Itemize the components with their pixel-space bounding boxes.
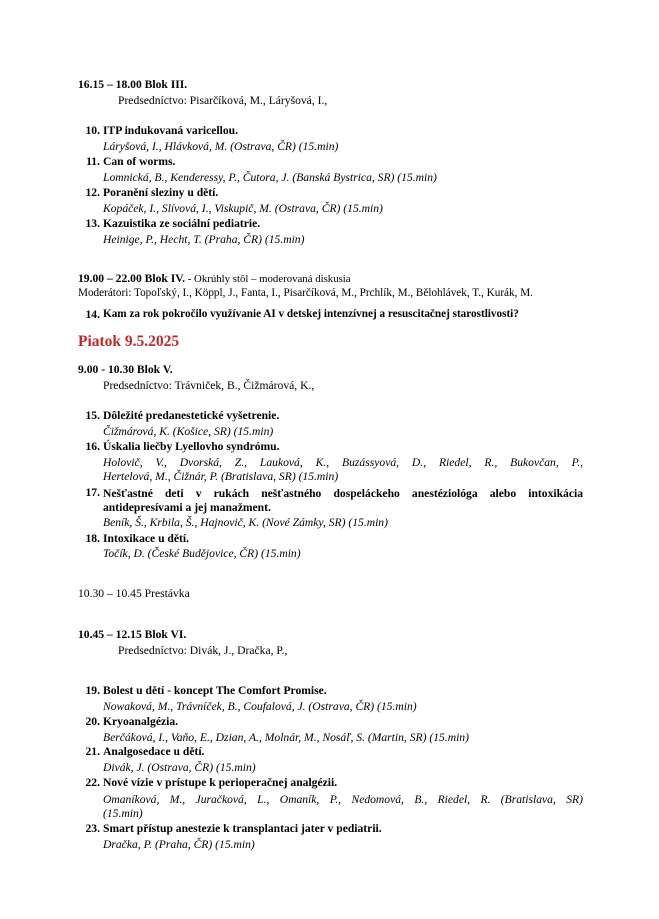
item-number: 13. bbox=[85, 217, 100, 230]
item-number: 22. bbox=[85, 776, 100, 789]
item-number: 15. bbox=[85, 409, 100, 422]
block-4-header bbox=[78, 272, 351, 285]
item-title: Dôležité predanestetické vyšetrenie. bbox=[103, 409, 280, 422]
item-title: Poranění sleziny u dětí. bbox=[103, 186, 219, 199]
item-number: 19. bbox=[85, 684, 100, 697]
item-authors: Berčáková, I., Vaňo, E., Dzian, A., Molnár, M., Nosáľ, S. (Martin, SR) (15.min) bbox=[103, 731, 469, 744]
item-authors: Čižmárová, K. (Košice, SR) (15.min) bbox=[103, 425, 274, 438]
item-authors: Láryšová, I., Hlávková, M. (Ostrava, ČR) (15.min) bbox=[103, 140, 339, 153]
item-number: 17. bbox=[85, 486, 100, 499]
block-3-chair: Predsedníctvo: Pisarčíková, M., Láryšová, I., bbox=[118, 94, 328, 107]
item-number: 16. bbox=[85, 440, 100, 453]
item-authors: Beník, Š., Krbila, Š., Hajnovič, K. (Nové Zámky, SR) (15.min) bbox=[103, 516, 388, 529]
item-number: 14. bbox=[85, 308, 100, 321]
block-5-chair: Predsedníctvo: Trávniček, B., Čižmárová, K., bbox=[103, 379, 315, 392]
item-authors: Divák, J. (Ostrava, ČR) (15.min) bbox=[103, 761, 256, 774]
item-authors: Heinige, P., Hecht, T. (Praha, ČR) (15.min) bbox=[103, 233, 305, 246]
item-number: 12. bbox=[85, 186, 100, 199]
block-5-title: 9.00 - 10.30 Blok V. bbox=[78, 363, 173, 376]
block-4-subtitle: - Okrúhly stôl – moderovaná diskusia bbox=[185, 273, 351, 285]
item-title: Úskalia liečby Lyellovho syndrómu. bbox=[103, 440, 280, 453]
block-6-title: 10.45 – 12.15 Blok VI. bbox=[78, 628, 187, 641]
item-authors: Hertelová, M., Čižnár, P. (Bratislava, SR) (15.min) bbox=[103, 470, 339, 483]
item-title: antidepresívami a jej manažment. bbox=[103, 501, 271, 514]
item-title: Nové vízie v prístupe k perioperačnej analgézii. bbox=[103, 776, 338, 789]
item-authors: Omaníková, M., Juračková, L., Omaník, P., Nedomová, B., Riedel, R. (Bratislava, SR) bbox=[103, 793, 583, 806]
item-title: Can of worms. bbox=[103, 155, 176, 168]
block-6-chair: Predsedníctvo: Divák, J., Dračka, P., bbox=[118, 644, 288, 657]
item-authors: Nowaková, M., Trávníček, B., Coufalová, J. (Ostrava, ČR) (15.min) bbox=[103, 700, 417, 713]
day-heading: Piatok 9.5.2025 bbox=[78, 333, 180, 350]
item-authors: Dračka, P. (Praha, ČR) (15.min) bbox=[103, 838, 255, 851]
block-4-moderators: Moderátori: Topoľský, I., Köppl, J., Fanta, I., Pisarčíková, M., Prchlík, M., Bělohlávek, T., Kurák, M. bbox=[78, 287, 533, 299]
item-title: Nešťastné deti v rukách nešťastného dospeláckeho anestéziológa alebo intoxikácia bbox=[103, 487, 583, 500]
item-authors: (15.min) bbox=[103, 807, 143, 820]
item-authors: Holovič, V., Dvorská, Z., Lauková, K., Buzássyová, D., Riedel, R., Bukovčan, P., bbox=[103, 456, 583, 469]
item-number: 21. bbox=[85, 745, 100, 758]
item-authors: Lomnická, B., Kenderessy, P., Čutora, J. (Banská Bystrica, SR) (15.min) bbox=[103, 171, 437, 184]
item-title: ITP indukovaná varicellou. bbox=[103, 124, 238, 137]
item-number: 11. bbox=[86, 155, 100, 168]
item-number: 10. bbox=[85, 124, 100, 137]
item-number: 23. bbox=[85, 822, 100, 835]
item-title: Kryoanalgézia. bbox=[103, 715, 179, 728]
item-title: Intoxikace u dětí. bbox=[103, 532, 189, 545]
item-number: 20. bbox=[85, 715, 100, 728]
break-line: 10.30 – 10.45 Prestávka bbox=[78, 587, 190, 600]
item-authors: Kopáček, I., Slívová, I., Viskupič, M. (Ostrava, ČR) (15.min) bbox=[103, 202, 383, 215]
block-4-title: 19.00 – 22.00 Blok IV. bbox=[78, 272, 186, 285]
item-title: Analgosedace u dětí. bbox=[103, 745, 205, 758]
block-3-title: 16.15 – 18.00 Blok III. bbox=[78, 78, 188, 91]
item-authors: Točík, D. (České Budějovice, ČR) (15.min) bbox=[103, 547, 301, 560]
item-title: Kazuistika ze sociální pediatrie. bbox=[103, 217, 261, 230]
item-title: Bolest u dětí - koncept The Comfort Promise. bbox=[103, 684, 327, 697]
item-title: Smart přístup anestezie k transplantaci jater v pediatrii. bbox=[103, 822, 382, 835]
item-number: 18. bbox=[85, 532, 100, 545]
item-title: Kam za rok pokročilo využívanie AI v detskej intenzívnej a resuscitačnej starostlivosti? bbox=[103, 308, 519, 320]
